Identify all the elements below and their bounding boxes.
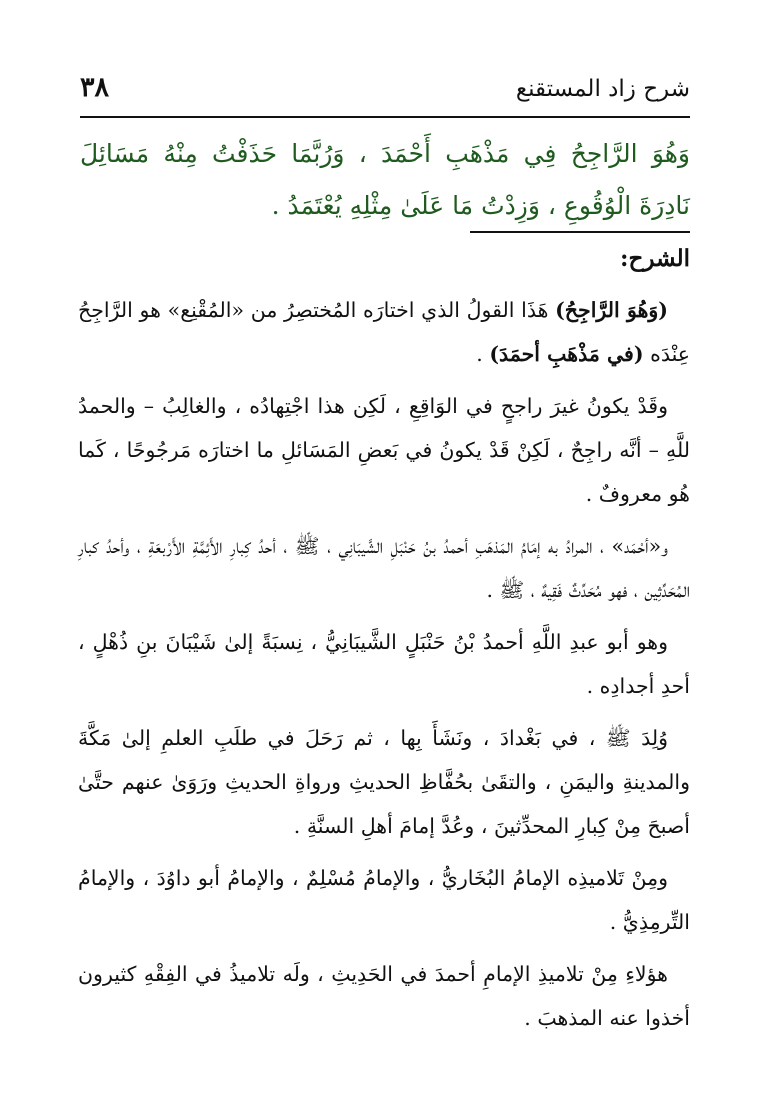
paragraph-6: ومِنْ تَلاميذِه الإمامُ البُخَاريُّ ، والإمامُ مُسْلِمٌ ، والإمامُ أبو داوُدَ ، والإمامُ التِّرمِذِيُّ . — [78, 866, 690, 934]
paragraph-2: وقَدْ يكونُ غيرَ راجحٍ في الوَاقِعِ ، لَكِن هذا اجْتِهادُه ، والغالِبُ – والحمدُ للَّهِ – أنَّه راجِحٌ ، لَكِنْ قَدْ يكونُ في بَعضِ المَسَائلِ ما اختارَه مَرجُوحًا ، كَما هُو معروفٌ . — [78, 394, 690, 506]
paragraph-4: وهو أبو عبدِ اللَّهِ أحمدُ بْنُ حَنْبَلٍ الشَّيبَانِيُّ ، نِسبَةً إلىٰ شَيْبَانَ بنِ ذُهْلٍ ، أحدِ أجدادِه . — [78, 630, 690, 698]
page-number: ٣٨ — [80, 72, 110, 103]
matn-text: وَهُوَ الرَّاجِحُ فِي مَذْهَبِ أَحْمَدَ ، وَرُبَّمَا حَذَفْتُ مِنْهُ مَسَائِلَ نَادِرَةَ الْوُقُوعِ ، وَزِدْتُ مَا عَلَىٰ مِثْلِهِ يُعْتَمَدُ . — [80, 139, 690, 220]
running-title: شرح زاد المستقنع — [515, 76, 690, 102]
paragraph-1-text: هَذَا القولُ الذي اختارَه المُختصِرُ من «المُقْنِع» هو الرَّاجِحُ عِنْدَه — [78, 298, 690, 366]
paragraph-1-emphasis: (في مَذْهَبِ أحمَدَ) — [489, 342, 644, 366]
matn-divider — [470, 231, 690, 233]
sharh-heading: الشرح: — [620, 245, 690, 272]
paragraph-7: هؤلاءِ مِنْ تلاميذِ الإمامِ أحمدَ في الحَدِيثِ ، ولَه تلاميذُ في الفِقْهِ كثيرون أخذوا عنه المذهبَ . — [78, 962, 690, 1030]
page-header — [80, 70, 690, 118]
paragraph-1 — [78, 288, 690, 376]
paragraph-3: و«أحْمَد» ، المرادُ به إمَامُ المَذهَبِ أحمدُ بنُ حَنْبَلِ الشَّيبَانِي ، ﷺ ، أحدُ كِبارِ الأَئِمَّةِ الأَرْبعَةِ ، وأحدُ كبارِ المُحَدِّثِين ، فهو مُحَدِّثٌ فَقِيهٌ ، ﷺ . — [78, 534, 690, 602]
commentary-body — [78, 288, 690, 1048]
paragraph-5: وُلِدَ ﷺ ، في بَغْدادَ ، ونَشَأَ بِها ، ثم رَحَلَ في طلَبِ العلمِ إلىٰ مَكَّةَ والمدينةِ واليمَنِ ، والتقَىٰ بحُفَّاظِ الحديثِ ورواةِ الحديثِ ورَوَىٰ عنهم حتَّىٰ أصبحَ مِنْ كِبارِ المحدِّثينَ ، وعُدَّ إمامَ أهلِ السنَّةِ . — [78, 726, 690, 838]
paragraph-1-lead: (وَهُوَ الرَّاجِحُ) — [555, 298, 668, 322]
paragraph-1-end: . — [476, 342, 490, 366]
